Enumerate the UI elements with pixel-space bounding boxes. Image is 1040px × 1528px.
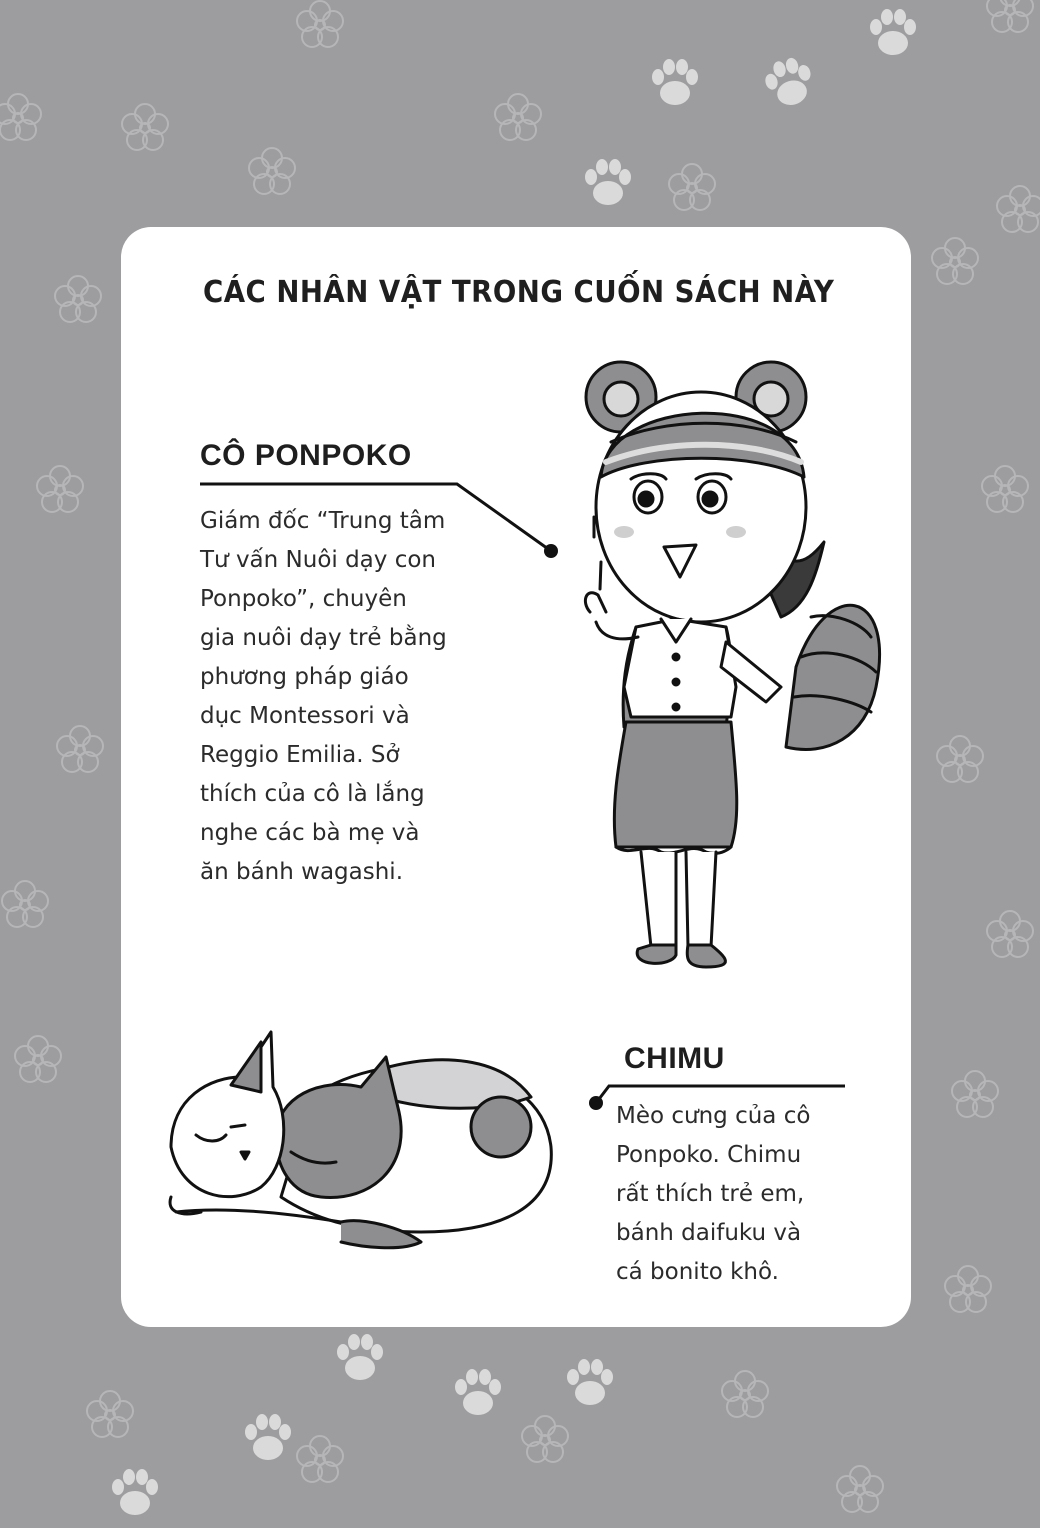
raccoon-woman-illustration bbox=[576, 357, 886, 987]
ponpoko-description-line: thích của cô là lắng bbox=[200, 781, 425, 807]
ponpoko-description-line: Reggio Emilia. Sở bbox=[200, 742, 400, 768]
ponpoko-description-line: phương pháp giáo bbox=[200, 664, 409, 690]
ponpoko-description bbox=[200, 502, 447, 892]
ponpoko-description-line: Tư vấn Nuôi dạy con bbox=[200, 547, 436, 573]
ponpoko-description-line: Ponpoko”, chuyên bbox=[200, 586, 407, 612]
chimu-name: CHIMU bbox=[624, 1042, 725, 1075]
ponpoko-name: CÔ PONPOKO bbox=[200, 439, 412, 472]
ponpoko-description-line: ăn bánh wagashi. bbox=[200, 859, 404, 885]
ponpoko-leader-dot bbox=[544, 544, 558, 558]
ponpoko-description-line: gia nuôi dạy trẻ bằng bbox=[200, 625, 447, 651]
chimu-description-line: Ponpoko. Chimu bbox=[616, 1142, 802, 1168]
chimu-description-line: rất thích trẻ em, bbox=[616, 1181, 805, 1207]
ponpoko-description-line: nghe các bà mẹ và bbox=[200, 820, 420, 846]
chimu-leader-dot bbox=[589, 1096, 603, 1110]
ponpoko-description-line: Giám đốc “Trung tâm bbox=[200, 508, 446, 534]
chimu-description bbox=[616, 1097, 810, 1292]
character-card bbox=[121, 227, 911, 1327]
page-title: CÁC NHÂN VẬT TRONG CUỐN SÁCH NÀY bbox=[203, 275, 835, 310]
chimu-description-line: bánh daifuku và bbox=[616, 1220, 802, 1246]
chimu-description-line: cá bonito khô. bbox=[616, 1259, 779, 1285]
ponpoko-description-line: dục Montessori và bbox=[200, 703, 410, 729]
sleeping-cat-illustration bbox=[161, 1017, 561, 1257]
chimu-description-line: Mèo cưng của cô bbox=[616, 1103, 811, 1129]
